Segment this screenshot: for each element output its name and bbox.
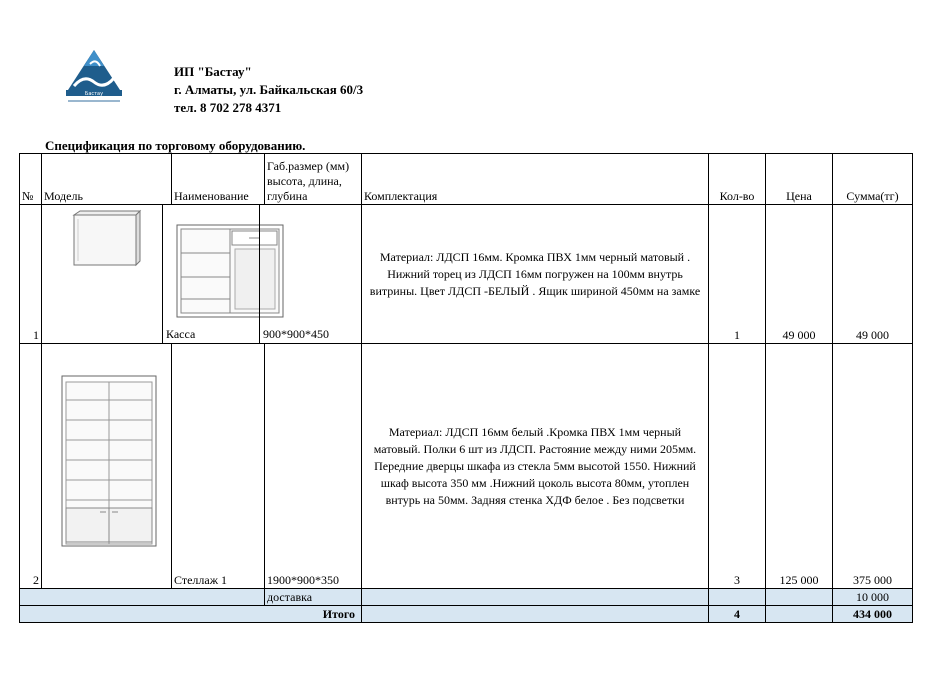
table-row bbox=[20, 344, 913, 589]
counter-back-image bbox=[70, 209, 142, 269]
total-row bbox=[20, 606, 913, 623]
row-num: 1 bbox=[20, 205, 42, 344]
header-equip: Комплектация bbox=[362, 154, 709, 205]
header-sum: Сумма(тг) bbox=[833, 154, 913, 205]
row-price: 125 000 bbox=[766, 344, 833, 589]
company-name: ИП "Бастау" bbox=[174, 64, 252, 79]
company-logo bbox=[60, 46, 128, 108]
header-num: № bbox=[20, 154, 42, 205]
table-header-row bbox=[20, 154, 913, 205]
row-equip: Материал: ЛДСП 16мм. Кромка ПВХ 1мм черный матовый . Нижний торец из ЛДСП 16мм погружен на 100мм внутрь витрины. Цвет ЛДСП -БЕЛЫЙ . Ящик шириной 450мм на замке bbox=[362, 205, 709, 344]
header-price: Цена bbox=[766, 154, 833, 205]
row-qty: 1 bbox=[709, 205, 766, 344]
total-qty: 4 bbox=[709, 606, 766, 623]
header-size: Габ.размер (мм) высота, длина, глубина bbox=[265, 154, 362, 205]
row-model-image bbox=[42, 205, 362, 344]
spec-title: Спецификация по торговому оборудованию. bbox=[45, 138, 306, 153]
row-sum: 375 000 bbox=[833, 344, 913, 589]
logo-wordmark: Бастау bbox=[84, 91, 104, 97]
header-model: Модель bbox=[42, 154, 172, 205]
row-sum: 49 000 bbox=[833, 205, 913, 344]
header-qty: Кол-во bbox=[709, 154, 766, 205]
delivery-label: доставка bbox=[265, 589, 362, 606]
row-size: 1900*900*350 bbox=[265, 344, 362, 589]
company-phone: тел. 8 702 278 4371 bbox=[174, 100, 282, 115]
company-address: г. Алматы, ул. Байкальская 60/3 bbox=[174, 82, 364, 97]
header-name: Наименование bbox=[172, 154, 265, 205]
row-size: 900*900*450 bbox=[263, 327, 329, 341]
total-label: Итого bbox=[20, 606, 362, 623]
delivery-row bbox=[20, 589, 913, 606]
spec-table bbox=[19, 153, 913, 623]
shelving-image bbox=[60, 374, 160, 550]
row-qty: 3 bbox=[709, 344, 766, 589]
row-num: 2 bbox=[20, 344, 42, 589]
company-info bbox=[174, 63, 363, 117]
table-row bbox=[20, 205, 913, 344]
row-name: Касса bbox=[166, 327, 196, 341]
row-model-image bbox=[42, 344, 172, 589]
row-equip: Материал: ЛДСП 16мм белый .Кромка ПВХ 1мм черный матовый. Полки 6 шт из ЛДСП. Растояние между ними 205мм. Передние дверцы шкафа из стекла 5мм высотой 1550. Нижний шкаф высота 350 мм .Нижний цоколь высота 80мм, утоплен внтурь на 50мм. Задняя стенка ХДФ белое . Без подсветки bbox=[362, 344, 709, 589]
row-price: 49 000 bbox=[766, 205, 833, 344]
total-sum: 434 000 bbox=[833, 606, 913, 623]
delivery-sum: 10 000 bbox=[833, 589, 913, 606]
row-name: Стеллаж 1 bbox=[172, 344, 265, 589]
